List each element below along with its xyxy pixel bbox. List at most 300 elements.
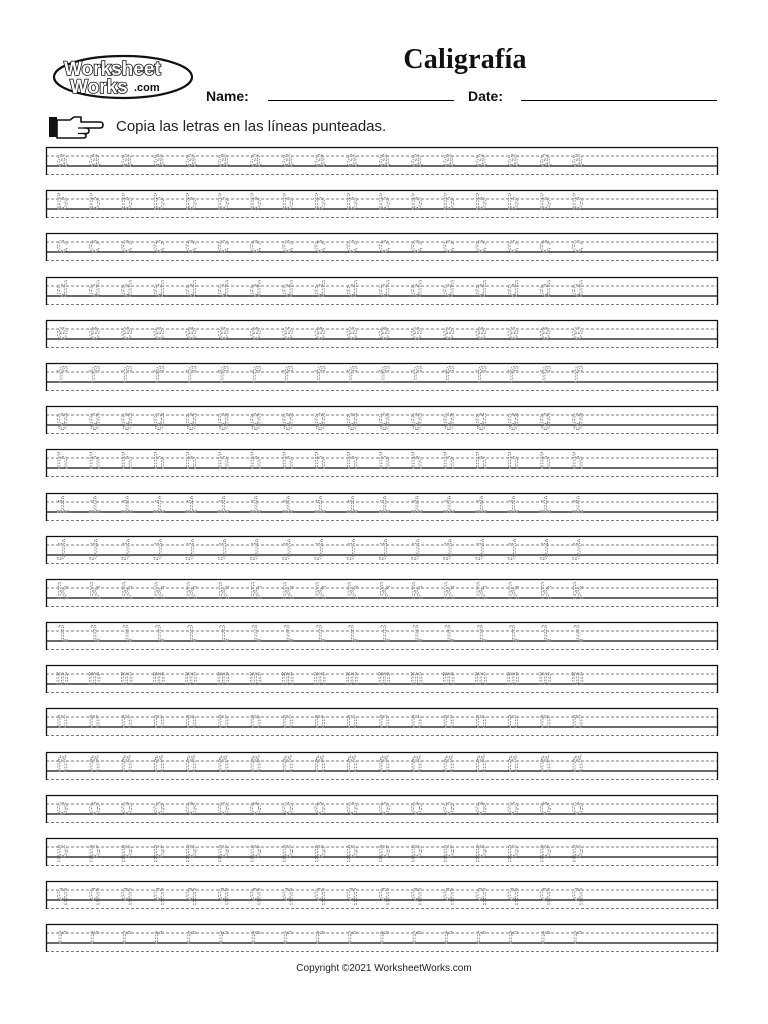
trace-letter: r [313,927,327,951]
row-guides [46,320,718,348]
trace-letter: d [249,279,262,303]
trace-letter: g [120,409,134,433]
trace-letter: g [442,409,456,433]
trace-letter: k [474,581,488,605]
trace-letter: i [571,495,584,519]
trace-letter: p [474,841,488,864]
practice-row[interactable] [46,147,718,175]
trace-letter: d [313,279,327,303]
trace-letter: i [539,495,552,519]
trace-letter: p [88,841,101,864]
trace-letter: ñ [410,754,423,778]
trace-letter: a [474,150,488,173]
trace-letter: o [442,797,456,821]
date-label: Date: [468,88,504,104]
trace-letter: m [249,668,262,692]
trace-letter: p [152,841,166,864]
trace-letter: r [88,927,101,951]
trace-letter: n [281,711,295,735]
practice-row[interactable] [46,579,718,607]
trace-letter: i [442,495,456,519]
practice-row[interactable] [46,493,718,521]
trace-letter: f [184,365,198,389]
trace-letter: r [217,927,230,951]
trace-letter: n [152,711,166,735]
trace-letter: j [378,538,391,562]
trace-letter: i [120,495,134,519]
trace-letter: n [345,711,359,735]
practice-row[interactable] [46,665,718,693]
trace-letter: o [217,797,230,821]
trace-letter: j [249,538,262,562]
trace-letter: j [88,538,101,562]
trace-letter: m [313,668,327,692]
trace-letter: n [410,711,423,735]
trace-letter: d [571,279,584,303]
trace-letter: p [313,841,327,864]
trace-letter: f [88,365,101,389]
trace-letter: c [506,236,520,260]
trace-letter: j [184,538,198,562]
trace-letter: j [442,538,456,562]
trace-letter: f [378,365,391,389]
page-title: Caligrafía [403,44,527,75]
trace-letter: d [56,279,69,303]
trace-letter: a [571,150,584,173]
row-guides [46,493,718,521]
trace-letter: l [184,625,198,649]
trace-letter: p [345,841,359,864]
trace-letter: m [410,668,423,692]
trace-letter: o [378,797,391,821]
trace-letter: d [474,279,488,303]
trace-letter: j [217,538,230,562]
trace-letter: c [217,236,230,260]
trace-letter: m [88,668,101,692]
trace-letter: q [56,884,69,908]
practice-row[interactable] [46,277,718,305]
trace-letter: r [474,927,488,951]
trace-letter: r [442,927,456,951]
trace-letter: q [120,884,134,908]
trace-letter: l [249,625,262,649]
trace-letter: k [345,581,359,605]
trace-letter: b [120,193,134,217]
trace-letter: ñ [120,754,134,778]
trace-letter: m [152,668,166,692]
trace-letter: o [313,797,327,821]
trace-letter: l [217,625,230,649]
trace-letter: n [506,711,520,735]
trace-letter: n [474,711,488,735]
practice-row[interactable] [46,795,718,823]
trace-letter: g [410,409,423,433]
trace-letter: c [88,236,101,260]
trace-letter: ñ [249,754,262,778]
trace-letter: o [184,797,198,821]
trace-letter: j [313,538,327,562]
trace-letter: i [506,495,520,519]
trace-letter: g [217,409,230,433]
trace-letter: i [88,495,101,519]
trace-letter: e [506,322,520,346]
trace-letter: a [120,150,134,173]
trace-letter: b [217,193,230,217]
trace-letter: f [539,365,552,389]
trace-letter: p [442,841,456,864]
trace-letter: l [539,625,552,649]
trace-letter: e [378,322,391,346]
practice-row[interactable] [46,622,718,650]
trace-letter: e [249,322,262,346]
trace-letter: q [378,884,391,908]
trace-letter: e [571,322,584,346]
trace-letter: p [120,841,134,864]
trace-letter: e [120,322,134,346]
trace-letter: a [88,150,101,173]
trace-letter: e [217,322,230,346]
practice-row[interactable] [46,838,718,866]
trace-letter: ñ [88,754,101,778]
practice-row[interactable] [46,881,718,909]
trace-letter: f [120,365,134,389]
row-guides [46,147,718,175]
trace-letter: o [56,797,69,821]
trace-letter: m [474,668,488,692]
trace-letter: l [313,625,327,649]
row-guides [46,536,718,564]
logo-line2: Works [70,77,128,98]
trace-letter: b [313,193,327,217]
trace-letter: ñ [474,754,488,778]
trace-letter: o [88,797,101,821]
trace-letter: f [571,365,584,389]
trace-letter: d [442,279,456,303]
practice-row[interactable] [46,363,718,391]
trace-letter: c [281,236,295,260]
trace-letter: g [152,409,166,433]
row-guides [46,838,718,866]
trace-letter: c [410,236,423,260]
trace-letter: f [345,365,359,389]
trace-letter: i [56,495,69,519]
trace-letter: k [120,581,134,605]
trace-letter: d [506,279,520,303]
pointing-hand-icon [48,114,104,140]
trace-letter: a [539,150,552,173]
trace-letter: ñ [56,754,69,778]
row-guides [46,579,718,607]
row-guides [46,622,718,650]
logo-line1: Worksheet [64,59,161,80]
trace-letter: l [506,625,520,649]
trace-letter: g [313,409,327,433]
trace-letter: ñ [152,754,166,778]
trace-letter: e [539,322,552,346]
trace-letter: ñ [571,754,584,778]
trace-letter: e [88,322,101,346]
trace-letter: l [410,625,423,649]
trace-letter: a [506,150,520,173]
trace-letter: p [184,841,198,864]
trace-letter: q [571,884,584,908]
trace-letter: n [442,711,456,735]
trace-letter: r [184,927,198,951]
trace-letter: j [506,538,520,562]
trace-letter: q [345,884,359,908]
trace-letter: b [345,193,359,217]
trace-letter: d [378,279,391,303]
trace-letter: k [313,581,327,605]
trace-letter: q [152,884,166,908]
trace-letter: r [345,927,359,951]
row-guides [46,233,718,261]
trace-letter: ñ [217,754,230,778]
trace-letter: d [539,279,552,303]
trace-letter: p [506,841,520,864]
name-label: Name: [206,88,249,104]
practice-row[interactable] [46,190,718,218]
trace-letter: a [442,150,456,173]
trace-letter: b [56,193,69,217]
trace-letter: h [281,452,295,476]
trace-letter: k [56,581,69,605]
trace-letter: k [539,581,552,605]
trace-letter: d [217,279,230,303]
trace-letter: h [345,452,359,476]
trace-letter: a [313,150,327,173]
trace-letter: o [120,797,134,821]
trace-letter: g [281,409,295,433]
trace-letter: q [474,884,488,908]
trace-letter: b [474,193,488,217]
trace-letter: n [571,711,584,735]
trace-letter: h [88,452,101,476]
trace-letter: i [378,495,391,519]
trace-letter: n [313,711,327,735]
row-guides [46,881,718,909]
trace-letter: c [442,236,456,260]
trace-letter: j [410,538,423,562]
trace-letter: c [345,236,359,260]
trace-letter: d [410,279,423,303]
trace-letter: m [217,668,230,692]
date-line [521,100,717,101]
trace-letter: l [442,625,456,649]
trace-letter: c [56,236,69,260]
trace-letter: b [249,193,262,217]
trace-letter: d [345,279,359,303]
trace-letter: ñ [345,754,359,778]
trace-letter: b [571,193,584,217]
trace-letter: c [313,236,327,260]
trace-letter: p [217,841,230,864]
trace-letter: l [378,625,391,649]
trace-letter: c [184,236,198,260]
trace-letter: e [313,322,327,346]
trace-letter: f [410,365,423,389]
trace-letter: b [539,193,552,217]
trace-letter: o [152,797,166,821]
trace-letter: ñ [506,754,520,778]
row-guides [46,363,718,391]
trace-letter: m [442,668,456,692]
trace-letter: p [249,841,262,864]
practice-rows [46,147,718,968]
trace-letter: d [184,279,198,303]
trace-letter: l [345,625,359,649]
trace-letter: l [120,625,134,649]
trace-letter: q [442,884,456,908]
trace-letter: i [410,495,423,519]
trace-letter: m [56,668,69,692]
trace-letter: k [152,581,166,605]
trace-letter: o [539,797,552,821]
practice-row[interactable] [46,708,718,736]
trace-letter: c [474,236,488,260]
trace-letter: k [410,581,423,605]
trace-letter: f [506,365,520,389]
trace-letter: e [281,322,295,346]
trace-letter: n [56,711,69,735]
trace-letter: r [539,927,552,951]
row-guides [46,190,718,218]
trace-letter: m [506,668,520,692]
trace-letter: h [378,452,391,476]
trace-letter: j [56,538,69,562]
trace-letter: f [474,365,488,389]
trace-letter: c [120,236,134,260]
trace-letter: i [281,495,295,519]
trace-letter: b [378,193,391,217]
practice-row[interactable] [46,320,718,348]
trace-letter: i [313,495,327,519]
trace-letter: q [217,884,230,908]
trace-letter: k [249,581,262,605]
trace-letter: e [56,322,69,346]
trace-letter: b [152,193,166,217]
trace-letter: a [345,150,359,173]
trace-letter: r [410,927,423,951]
trace-letter: r [152,927,166,951]
trace-letter: c [152,236,166,260]
trace-letter: c [249,236,262,260]
trace-letter: a [56,150,69,173]
trace-letter: e [442,322,456,346]
trace-letter: k [506,581,520,605]
trace-letter: p [410,841,423,864]
trace-letter: q [249,884,262,908]
row-guides [46,708,718,736]
trace-letter: k [442,581,456,605]
row-guides [46,924,718,952]
trace-letter: r [120,927,134,951]
practice-row[interactable] [46,752,718,780]
trace-letter: e [345,322,359,346]
trace-letter: q [506,884,520,908]
trace-letter: o [249,797,262,821]
trace-letter: g [506,409,520,433]
trace-letter: k [571,581,584,605]
trace-letter: g [249,409,262,433]
trace-letter: g [378,409,391,433]
trace-letter: h [539,452,552,476]
trace-letter: j [120,538,134,562]
trace-letter: p [378,841,391,864]
trace-letter: d [281,279,295,303]
trace-letter: e [474,322,488,346]
trace-letter: r [571,927,584,951]
trace-letter: m [281,668,295,692]
trace-letter: h [184,452,198,476]
trace-letter: o [571,797,584,821]
practice-row[interactable] [46,536,718,564]
trace-letter: h [571,452,584,476]
trace-letter: j [345,538,359,562]
trace-letter: p [56,841,69,864]
trace-letter: n [249,711,262,735]
trace-letter: a [281,150,295,173]
trace-letter: d [120,279,134,303]
trace-letter: n [539,711,552,735]
trace-letter: l [474,625,488,649]
trace-letter: n [378,711,391,735]
worksheetworks-logo [52,54,194,100]
trace-letter: b [506,193,520,217]
trace-letter: c [571,236,584,260]
practice-row[interactable] [46,924,718,952]
trace-letter: e [410,322,423,346]
trace-letter: ñ [442,754,456,778]
trace-letter: r [281,927,295,951]
trace-letter: l [152,625,166,649]
trace-letter: h [56,452,69,476]
trace-letter: ñ [184,754,198,778]
trace-letter: b [88,193,101,217]
trace-letter: q [88,884,101,908]
trace-letter: r [249,927,262,951]
trace-letter: m [345,668,359,692]
practice-row[interactable] [46,233,718,261]
logo-suffix: .com [134,82,160,94]
trace-letter: n [217,711,230,735]
trace-letter: r [56,927,69,951]
trace-letter: h [442,452,456,476]
trace-letter: b [442,193,456,217]
trace-letter: r [378,927,391,951]
row-guides [46,277,718,305]
trace-letter: p [539,841,552,864]
practice-row[interactable] [46,449,718,477]
row-guides [46,406,718,434]
trace-letter: n [88,711,101,735]
trace-letter: i [474,495,488,519]
trace-letter: f [152,365,166,389]
trace-letter: d [152,279,166,303]
trace-letter: f [313,365,327,389]
trace-letter: a [410,150,423,173]
trace-letter: l [281,625,295,649]
trace-letter: g [345,409,359,433]
practice-row[interactable] [46,406,718,434]
trace-letter: g [88,409,101,433]
trace-letter: g [474,409,488,433]
trace-letter: b [281,193,295,217]
trace-letter: g [184,409,198,433]
trace-letter: q [410,884,423,908]
trace-letter: q [539,884,552,908]
copyright: Copyright ©2021 WorksheetWorks.com [296,963,472,974]
